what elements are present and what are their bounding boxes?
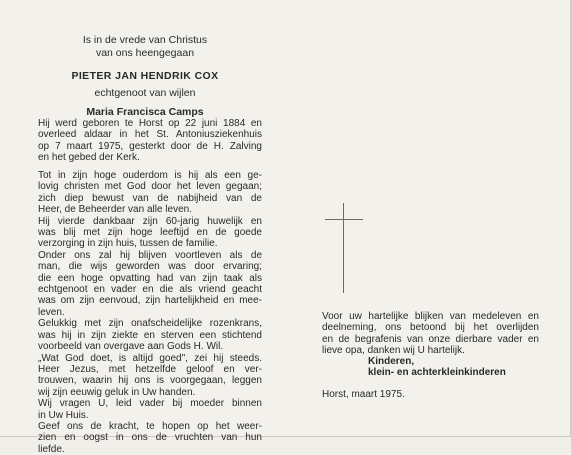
cross-icon [325,203,363,293]
deceased-name: PIETER JAN HENDRIK COX [71,70,219,82]
signature-line: klein- en achterkleinkinderen [368,367,506,379]
cross-vertical-bar [343,203,344,293]
birth-paragraph [38,118,262,164]
thanks-line: deelneming, ons betoond bij het overlijden [322,322,539,334]
card-heading [40,34,250,119]
birth-line: Hij werd geboren te Horst op 22 juni 1884 en [38,118,262,129]
bio-line: in Uw Huis. [38,409,89,421]
bio-line: Wij vragen U, leid vader bij moeder binnen [38,398,262,410]
spouse-intro: echtgenoot van wijlen [94,87,196,99]
cross-horizontal-bar [325,219,363,220]
bio-line: Tot in zijn hoge ouderdom is hij als een ge- [38,170,262,181]
bio-line: zich diep bewust van de nabijheid van de [38,192,262,204]
bio-line: Hij vierde dankbaar zijn 60-jarig huwelijk en [38,215,262,227]
thanks-paragraph [322,311,539,357]
signature-line: Kinderen, [368,356,415,367]
bio-line: was om zijn eenvoud, zijn hartelijkheid en mee- [38,295,262,307]
bio-line: Gelukkig met zijn onafscheidelijke rozenkrans, [38,318,262,330]
bio-line: Onder ons zal hij blijven voortleven als de [38,249,262,261]
bio-line: verzorging in zijn huis, tussen de familie. [38,238,218,250]
bio-line: man, die wijs geworden was door ervaring; [38,261,262,273]
bio-line: die een hoge opvatting had van zijn taak als [38,272,262,284]
birth-line: op 7 maart 1975, gesterkt door de H. Zalving [38,140,262,152]
bio-line: leven. [38,306,65,318]
biography-paragraph [38,170,262,455]
bio-line: wij zijn eeuwig geluk in Uw handen. [38,386,196,398]
bio-line: Geef ons de kracht, te hopen op het weer- [38,420,262,432]
bio-line: Heer, de Beheerder van alle leven. [38,204,192,216]
bio-line: was blij met zijn hoge leeftijd en de goede [38,227,262,239]
thanks-line: en de begrafenis van onze dierbare vader en [322,333,539,345]
spouse-name: Maria Francisca Camps [86,106,204,118]
bio-line: lovig christen met God door het leven gegaan; [38,181,262,193]
heading-line-2: van ons heengegaan [95,47,195,59]
place-date: Horst, maart 1975. [322,389,405,400]
bio-line: „Wat God doet, is altijd goed", zei hij steeds. [38,352,262,364]
thanks-line: lieve opa, danken wij U hartelijk. [322,345,465,357]
bio-line: liefde. [38,443,65,455]
bio-line: voorbeeld van overgave aan Gods H. Wil. [38,341,224,353]
thanks-line: Voor uw hartelijke blijken van medeleven en [322,311,539,322]
bio-line: was hij in zijn ziekte en sterven een stichtend [38,329,262,341]
birth-line: overleed aldaar in het St. Antoniusziekenhuis [38,129,262,141]
bio-line: echtgenoot en vader en die als vriend geacht [38,284,262,296]
birth-line: en het gebed der Kerk. [38,152,140,164]
heading-line-1: Is in de vrede van Christus [82,34,208,46]
signature-block [368,356,506,379]
bio-line: zien en oogst in ons de vruchten van hun [38,432,262,444]
bio-line: trouwen, waarin hij ons is voorgegaan, leggen [38,375,262,387]
bio-line: Heer Jezus, met hetzelfde geloof en ver- [38,363,262,375]
